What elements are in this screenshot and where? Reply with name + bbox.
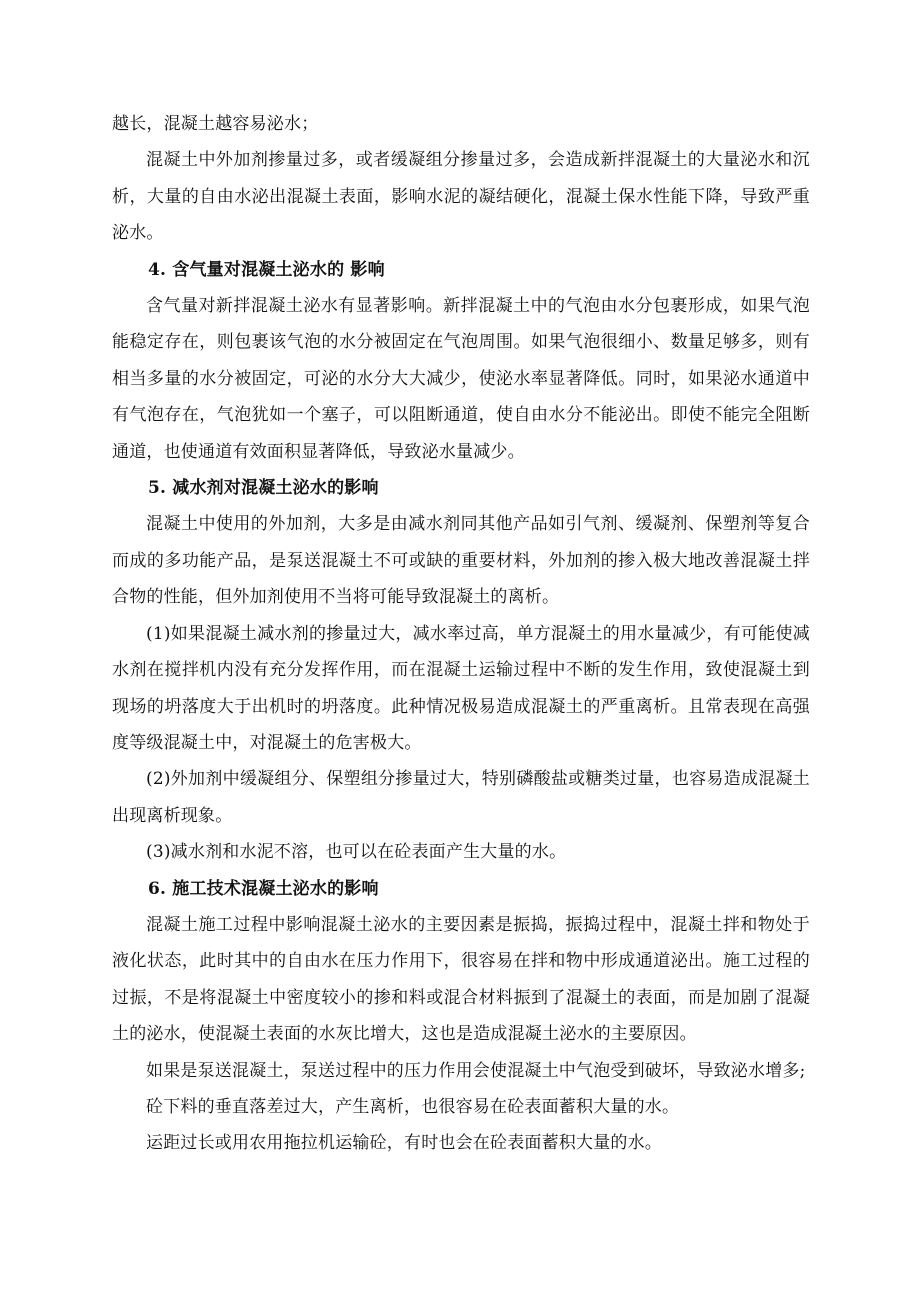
heading-4-air-content: 4. 含气量对混凝土泌水的 影响 xyxy=(148,259,385,280)
paragraph-drop-height: 砼下料的垂直落差过大，产生离析，也很容易在砼表面蓄积大量的水。 xyxy=(146,1096,680,1117)
paragraph-item-2: (2)外加剂中缓凝组分、保塑组分掺量过大，特别磷酸盐或糖类过量，也容易造成混凝土出现离析现象。 xyxy=(112,769,810,826)
paragraph-item-3: (3)减水剂和水泥不溶，也可以在砼表面产生大量的水。 xyxy=(146,842,567,863)
paragraph-vibration: 混凝土施工过程中影响混凝土泌水的主要因素是振捣，振捣过程中，混凝土拌和物处于液化状态，此时其中的自由水在压力作用下，很容易在拌和物中形成通道泌出。施工过程的过振，不是将混凝土中密度较小的掺和料或混合材料振到了混凝土的表面，而是加剧了混凝土的泌水，使混凝土表面的水灰比增大，这也是造成混凝土泌水的主要原因。 xyxy=(112,914,810,1045)
paragraph-item-1: (1)如果混凝土减水剂的掺量过大，减水率过高，单方混凝土的用水量减少，有可能使减水剂在搅拌机内没有充分发挥作用，而在混凝土运输过程中不断的发生作用，致使混凝土到现场的坍落度大于出机时的坍落度。此种情况极易造成混凝土的严重离析。且常表现在高强度等级混凝土中，对混凝土的危害极大。 xyxy=(112,623,810,753)
paragraph-pumping: 如果是泵送混凝土，泵送过程中的压力作用会使混凝土中气泡受到破坏，导致泌水增多; xyxy=(146,1060,806,1081)
paragraph-admixture-overview: 混凝土中使用的外加剂，大多是由减水剂同其他产品如引气剂、缓凝剂、保塑剂等复合而成的多功能产品，是泵送混凝土不可或缺的重要材料，外加剂的掺入极大地改善混凝土拌合物的性能，但外加剂使用不当将可能导致混凝土的离析。 xyxy=(112,514,810,608)
heading-5-water-reducer: 5. 减水剂对混凝土泌水的影响 xyxy=(148,478,379,499)
paragraph-air-content: 含气量对新拌混凝土泌水有显著影响。新拌混凝土中的气泡由水分包裹形成，如果气泡能稳定存在，则包裹该气泡的水分被固定在气泡周围。如果气泡很细小、数量足够多，则有相当多量的水分被固定，可泌的水分大大减少，使泌水率显著降低。同时，如果泌水通道中有气泡存在，气泡犹如一个塞子，可以阻断通道，使自由水分不能泌出。即使不能完全阻断通道，也使通道有效面积显著降低，导致泌水量减少。 xyxy=(112,296,810,462)
paragraph-transport: 运距过长或用农用拖拉机运输砼，有时也会在砼表面蓄积大量的水。 xyxy=(146,1133,662,1154)
paragraph-continuation: 越长，混凝土越容易泌水； xyxy=(112,114,319,134)
heading-6-construction: 6. 施工技术混凝土泌水的影响 xyxy=(148,878,379,899)
paragraph-admixture-dosage: 混凝土中外加剂掺量过多，或者缓凝组分掺量过多，会造成新拌混凝土的大量泌水和沉析，大量的自由水泌出混凝土表面，影响水泥的凝结硬化，混凝土保水性能下降，导致严重泌水。 xyxy=(112,150,810,244)
